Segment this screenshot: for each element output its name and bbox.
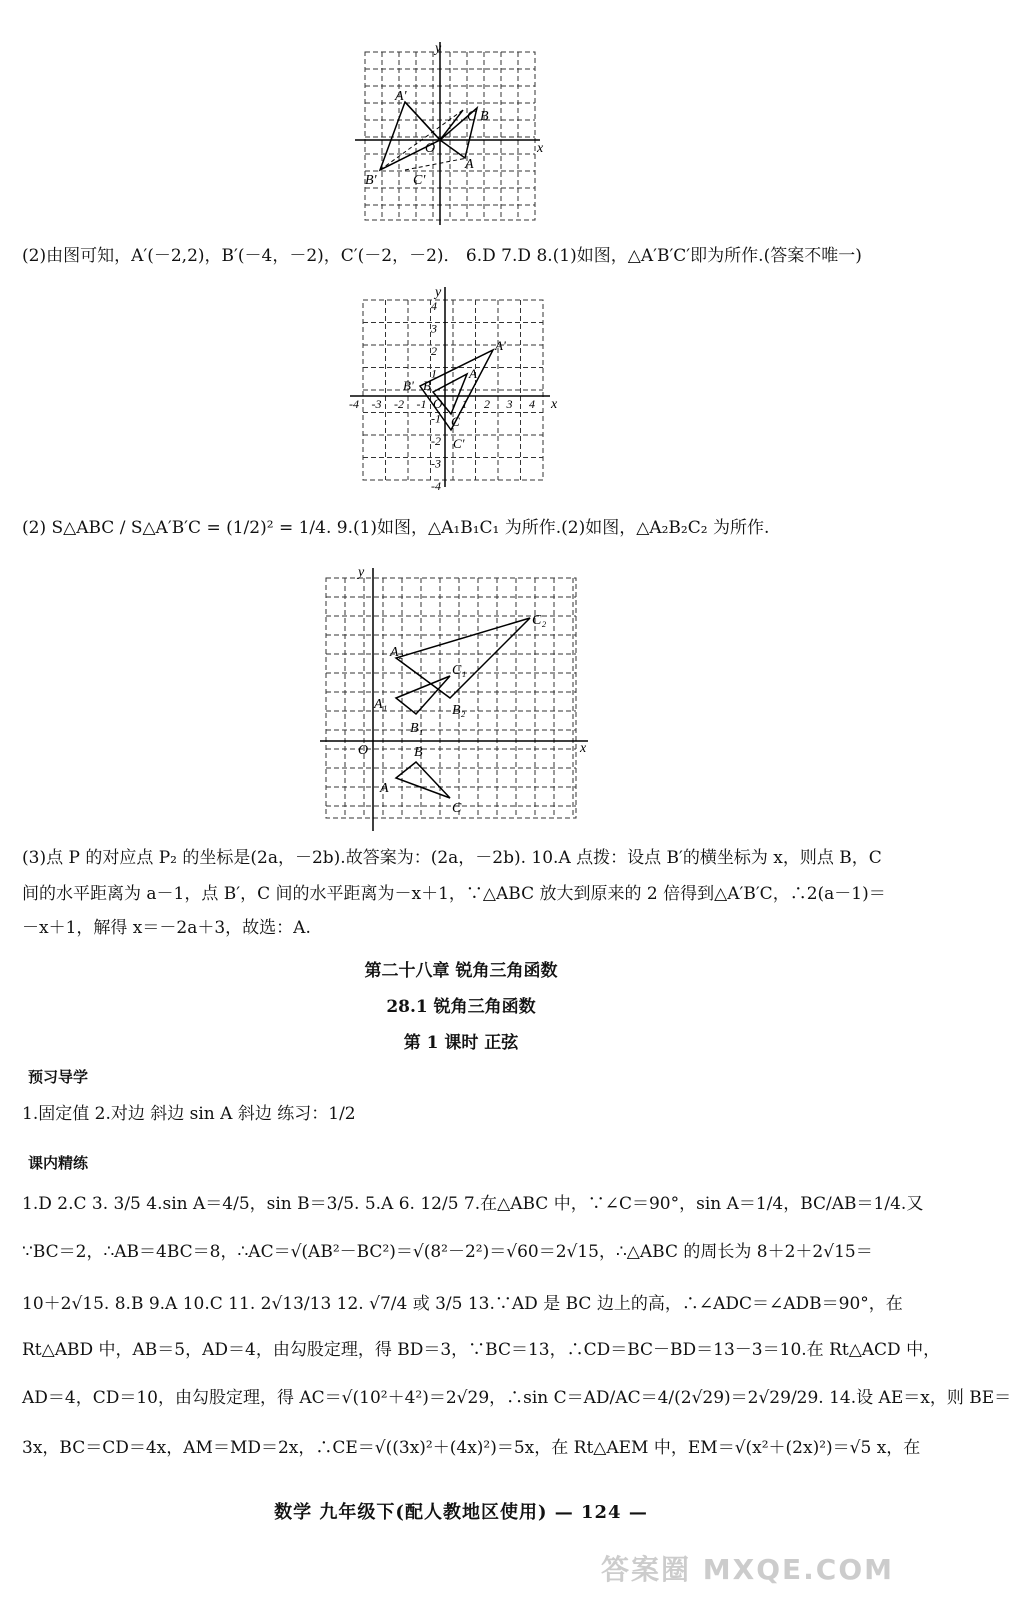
x-tick-label: 4 <box>529 397 535 411</box>
practice-line-2: ∵BC＝2，∴AB＝4BC＝8，∴AC＝√(AB²－BC²)＝√(8²－2²)＝√60＝2√15，∴△ABC 的周长为 8＋2＋2√15＝ <box>22 1242 873 1262</box>
practice-line-3: 10＋2√15. 8.B 9.A 10.C 11. 2√13/13 12. √7/4 或 3/5 13.∵AD 是 BC 边上的高，∴∠ADC＝∠ADB＝90°，在 <box>22 1294 903 1314</box>
fig2-origin: O <box>433 396 443 411</box>
fig3-c: C <box>452 801 462 816</box>
y-tick-label: 4 <box>431 299 437 313</box>
fig2-c: C <box>451 414 460 429</box>
fig1-b-prime: B' <box>365 173 377 188</box>
fig1-y-label: y <box>435 41 442 56</box>
triangle-a2b2c2 <box>396 618 530 698</box>
practice-line-4: Rt△ABD 中，AB＝5，AD＝4，由勾股定理，得 BD＝3，∵BC＝13，∴CD＝BC－BD＝13－3＝10.在 Rt△ACD 中， <box>22 1340 941 1360</box>
figure-1-grid <box>355 40 555 225</box>
y-tick-label: 2 <box>431 344 437 358</box>
y-tick-label: 1 <box>431 366 437 381</box>
fig3-b1: B₁ <box>410 721 424 736</box>
x-tick-label: 1 <box>461 397 468 411</box>
fig2-b-prime: B' <box>403 378 414 393</box>
chapter-title: 第二十八章 锐角三角函数 <box>364 961 558 981</box>
fig3-a2: A₂ <box>390 645 404 660</box>
fig1-b: B <box>480 109 489 124</box>
lesson-title: 第 1 课时 正弦 <box>403 1033 519 1053</box>
x-tick-label: -1 <box>416 397 427 411</box>
fig1-origin: O <box>425 141 436 156</box>
watermark-logo: 答案圈 MXQE.COM <box>601 1553 894 1586</box>
x-tick-label: 2 <box>484 397 490 411</box>
fig2-x-label: x <box>551 397 558 412</box>
preview-heading: 预习导学 <box>28 1068 89 1086</box>
fig1-c: C <box>467 109 477 124</box>
triangle-a1b1c1 <box>396 676 450 714</box>
fig2-c-prime: C' <box>453 436 465 451</box>
answer-line-1: (2)由图可知，A′(－2,2)，B′(－4，－2)，C′(－2，－2)． 6.D 7.D 8.(1)如图，△A′B′C′即为所作.(答案不唯一) <box>22 246 862 266</box>
answer-line-3: (3)点 P 的对应点 P₂ 的坐标是(2a，－2b).故答案为：(2a，－2b). 10.A 点拨：设点 B′的横坐标为 x，则点 B，C <box>22 848 882 868</box>
fig3-b2: B₂ <box>452 703 466 718</box>
y-tick-label: -4 <box>431 479 441 493</box>
triangle-a-prime <box>380 102 440 170</box>
triangle-abc <box>396 762 450 798</box>
practice-line-1: 1.D 2.C 3. 3/5 4.sin A＝4/5，sin B＝3/5. 5.A 6. 12/5 7.在△ABC 中，∵∠C＝90°，sin A＝1/4，BC/AB＝1/4.又 <box>22 1194 924 1214</box>
answer-line-5: －x＋1，解得 x＝－2a＋3，故选：A. <box>22 918 311 938</box>
preview-answers: 1.固定值 2.对边 斜边 sin A 斜边 练习：1/2 <box>22 1104 356 1124</box>
fig3-x-label: x <box>580 741 587 756</box>
x-tick-label: -4 <box>349 397 359 411</box>
answer-line-4: 间的水平距离为 a－1，点 B′，C 间的水平距离为－x＋1，∵△ABC 放大到原来的 2 倍得到△A′B′C，∴2(a－1)＝ <box>22 884 886 904</box>
fig3-y-label: y <box>358 565 365 580</box>
fig3-a: A <box>380 781 389 796</box>
practice-line-6: 3x，BC＝CD＝4x，AM＝MD＝2x，∴CE＝√((3x)²＋(4x)²)＝5x，在 Rt△AEM 中，EM＝√(x²＋(2x)²)＝√5 x，在 <box>22 1438 921 1458</box>
fig2-b: B <box>423 378 431 393</box>
fig2-a-prime: A' <box>495 338 506 353</box>
x-tick-label: 3 <box>506 397 513 411</box>
section-title: 28.1 锐角三角函数 <box>386 997 536 1017</box>
x-tick-label: -2 <box>394 397 404 411</box>
fig3-b: B <box>414 745 423 760</box>
y-tick-label: -2 <box>431 434 441 448</box>
fig1-x-label: x <box>537 141 544 156</box>
figure-2-grid <box>345 282 560 492</box>
practice-line-5: AD＝4，CD＝10，由勾股定理，得 AC＝√(10²＋4²)＝2√29，∴sin C＝AD/AC＝4/(2√29)＝2√29/29. 14.设 AE＝x，则 BE＝ <box>22 1388 1011 1408</box>
page-footer: 数学 九年级下(配人教地区使用) — 124 — <box>274 1502 648 1523</box>
fig3-c2: C₂ <box>532 613 547 628</box>
fig2-a: A <box>469 366 477 381</box>
y-tick-label: 3 <box>431 321 437 336</box>
answer-line-2: (2) S△ABC / S△A′B′C = (1/2)² = 1/4. 9.(1)如图，△A₁B₁C₁ 为所作.(2)如图，△A₂B₂C₂ 为所作. <box>22 518 770 538</box>
fig3-origin: O <box>358 743 369 758</box>
y-tick-label: -1 <box>431 411 441 426</box>
fig2-y-label: y <box>435 285 442 300</box>
fig3-c1: C₁ <box>452 663 467 678</box>
fig1-c-prime: C' <box>413 173 426 188</box>
figure-3-grid <box>318 566 593 836</box>
y-tick-label: -3 <box>431 456 441 471</box>
fig3-a1: A₁ <box>374 697 388 712</box>
fig1-a-prime: A' <box>395 89 407 104</box>
fig1-a: A <box>465 157 474 172</box>
x-tick-label: -3 <box>371 397 382 411</box>
practice-heading: 课内精练 <box>28 1154 89 1172</box>
